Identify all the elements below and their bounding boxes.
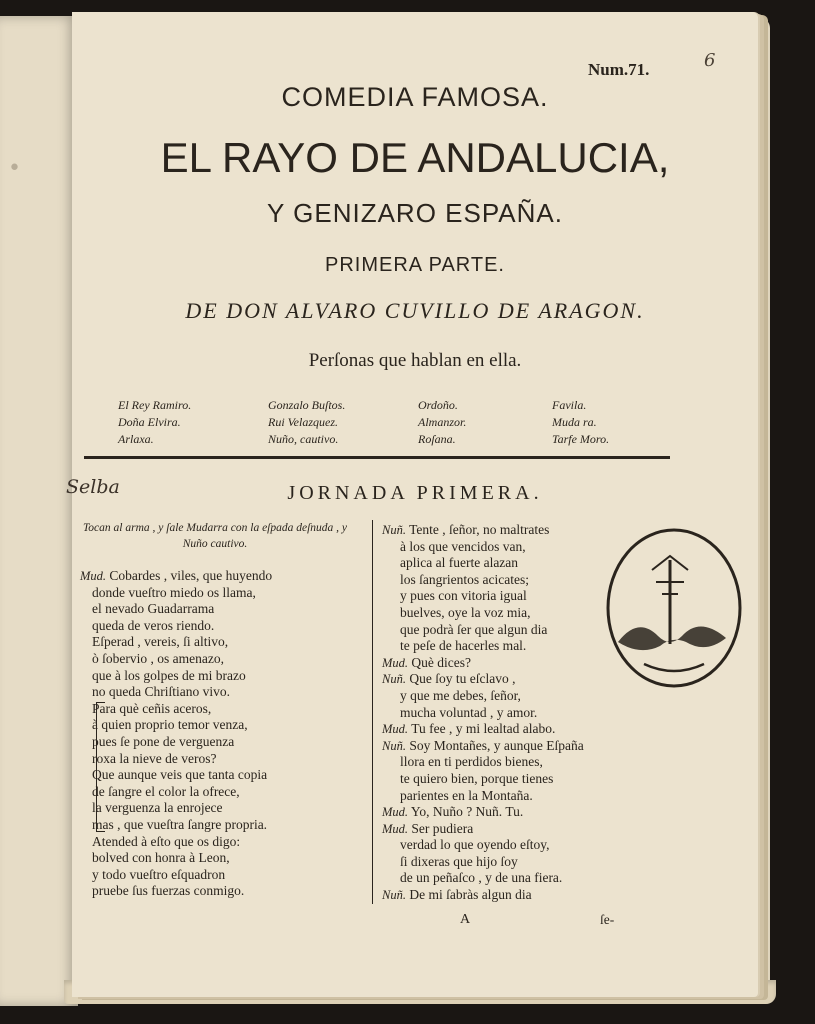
title-comedia-famosa: COMEDIA FAMOSA. [281, 82, 549, 112]
act-heading: JORNADA PRIMERA. [287, 482, 543, 504]
title-divider-rule [84, 456, 670, 459]
verse-text: parientes en la Montaña. [400, 787, 533, 803]
verse-text: pruebe ſus fuerzas conmigo. [92, 883, 245, 899]
verse-text: y todo vueſtro eſquadron [92, 866, 226, 882]
cast-column-4 [552, 397, 609, 448]
verse-text: Ser pudiera [411, 820, 474, 836]
verse-text: te peſe de hacerles mal. [400, 638, 527, 654]
verse-line [80, 784, 272, 801]
verse-text: te quiero bien, porque tienes [400, 770, 554, 786]
verse-text: verdad lo que oyendo eſtoy, [400, 837, 550, 853]
facing-page-edge [0, 16, 78, 1006]
cast-entry: Rui Velazquez. [268, 415, 338, 429]
verse-text: Què dices? [411, 654, 472, 670]
verse-text: de ſangre el color la ofrece, [92, 783, 240, 799]
verse-line [80, 850, 272, 867]
verse-line [382, 821, 584, 838]
verse-line [382, 605, 584, 622]
verse-line [80, 751, 272, 768]
verse-text: Soy Montañes, y aunque Eſpaña [409, 737, 584, 753]
author-line: DE DON ALVARO CUVILLO DE ARAGON. [185, 298, 645, 323]
verse-column-left [80, 568, 272, 900]
speaker-label: Mud. [382, 821, 409, 836]
speaker-label: Mud. [382, 722, 409, 737]
stage-direction: Tocan al arma , y ſale Mudarra con la eſpada deſnuda , y Nuño cautivo. [82, 522, 348, 550]
verse-line [80, 601, 272, 618]
verse-text: mucha voluntad , y amor. [400, 704, 538, 720]
cast-entry: Favila. [552, 398, 587, 412]
verse-line [80, 800, 272, 817]
verse-line [80, 651, 272, 668]
cast-entry: Doña Elvira. [118, 415, 181, 429]
verse-column-right [382, 522, 584, 904]
handwritten-margin-note: Selba [66, 476, 120, 498]
verse-line [382, 622, 584, 639]
verse-line [382, 638, 584, 655]
cast-entry: Ordoño. [418, 398, 458, 412]
verse-line [382, 688, 584, 705]
cast-entry: Roſana. [418, 432, 456, 446]
verse-line [80, 883, 272, 900]
verse-line [382, 738, 584, 755]
bleed-through-mark: • [8, 156, 21, 181]
cast-entry: Arlaxa. [118, 432, 154, 446]
cast-entry: Muda ra. [552, 415, 597, 429]
verse-line [382, 804, 584, 821]
verse-line [80, 634, 272, 651]
verse-text: ſi dixeras que hijo ſoy [400, 853, 518, 869]
verse-line [382, 788, 584, 805]
verse-text: Cobardes , viles, que huyendo [109, 568, 273, 583]
verse-line [80, 867, 272, 884]
speaker-label: Mud. [80, 569, 107, 583]
verse-line [80, 834, 272, 851]
speaker-label: Nuñ. [382, 672, 406, 687]
part-label: PRIMERA PARTE. [325, 254, 505, 276]
verse-text: Eſperad , vereis, ſi altivo, [92, 634, 229, 650]
verse-line [80, 585, 272, 602]
verse-text: la verguenza la enrojece [92, 800, 223, 816]
verse-line [382, 837, 584, 854]
comedy-number: Num.71. [588, 60, 650, 79]
cast-entry: Nuño, cautivo. [268, 432, 339, 446]
verse-text: pues ſe pone de verguenza [92, 733, 235, 749]
speaker-label: Nuñ. [382, 738, 406, 753]
dramatis-personae-heading: Perſonas que hablan en ella. [308, 350, 522, 371]
verse-text: à los que vencidos van, [400, 538, 526, 554]
verse-line [382, 887, 584, 904]
verse-line [80, 618, 272, 635]
verse-line [382, 539, 584, 556]
verse-text: queda de veros riendo. [92, 617, 215, 633]
verse-line [80, 568, 272, 585]
verse-line [80, 734, 272, 751]
document-page [66, 12, 758, 997]
column-divider [372, 520, 373, 904]
verse-text: Atended à eſto que os digo: [92, 833, 241, 849]
verse-text: Para què ceñis aceros, [92, 700, 212, 716]
verse-text: y que me debes, ſeñor, [400, 687, 521, 703]
verse-line [80, 684, 272, 701]
verse-text: no queda Chriſtiano vivo. [92, 684, 230, 700]
subtitle: Y GENIZARO ESPAÑA. [267, 198, 563, 228]
cast-column-2 [268, 397, 345, 448]
speaker-label: Mud. [382, 655, 409, 670]
verse-line [382, 705, 584, 722]
cast-entry: Tarfe Moro. [552, 432, 610, 446]
verse-text: aplica al fuerte alazan [400, 555, 519, 571]
verse-text: roxa la nieve de veros? [92, 750, 217, 766]
verse-line [382, 721, 584, 738]
signature-mark: A [460, 912, 471, 927]
verse-text: y pues con vitoria igual [400, 588, 527, 604]
verse-line [382, 854, 584, 871]
verse-text: De mi ſabràs algun dia [409, 887, 532, 903]
verse-line [80, 817, 272, 834]
verse-line [382, 572, 584, 589]
verse-text: que podrà ſer que algun dia [400, 621, 548, 637]
verse-text: Que ſoy tu eſclavo , [409, 671, 516, 687]
verse-line [382, 870, 584, 887]
verse-line [382, 522, 584, 539]
verse-text: donde vueſtro miedo os llama, [92, 584, 256, 600]
verse-text: buelves, oye la voz mia, [400, 604, 531, 620]
verse-text: de un peñaſco , y de una fiera. [400, 870, 563, 886]
handwritten-leaf-number: 6 [704, 50, 716, 71]
verse-line [382, 754, 584, 771]
verse-text: ò ſobervio , os amenazo, [92, 650, 224, 666]
verse-text: bolved con honra à Leon, [92, 850, 230, 866]
speaker-label: Nuñ. [382, 523, 406, 537]
verse-text: el nevado Guadarrama [92, 601, 215, 617]
verse-line [80, 668, 272, 685]
verse-text: Tu fee , y mi lealtad alabo. [411, 721, 556, 737]
speaker-label: Nuñ. [382, 888, 406, 903]
verse-line [80, 767, 272, 784]
verse-line [80, 717, 272, 734]
verse-text: à quien proprio temor venza, [92, 717, 248, 733]
cast-column-3 [418, 397, 466, 448]
verse-text: llora en ti perdidos bienes, [400, 754, 543, 770]
cast-entry: Almanzor. [418, 415, 467, 429]
verse-text: los ſangrientos acicates; [400, 571, 529, 587]
verse-line [382, 771, 584, 788]
verse-text: Tente , ſeñor, no maltrates [409, 522, 550, 537]
verse-text: que à los golpes de mi brazo [92, 667, 246, 683]
verse-line [382, 671, 584, 688]
verse-line [382, 555, 584, 572]
verse-line [382, 655, 584, 672]
library-stamp-icon [604, 524, 744, 692]
verse-text: Yo, Nuño ? Nuñ. Tu. [410, 804, 524, 820]
main-title: EL RAYO DE ANDALUCIA, [160, 134, 670, 181]
verse-text: mas , que vueſtra ſangre propria. [92, 816, 268, 832]
verse-line [382, 588, 584, 605]
cast-entry: Gonzalo Buſtos. [268, 398, 346, 412]
verse-line [80, 701, 272, 718]
cast-entry: El Rey Ramiro. [118, 398, 192, 412]
cast-column-1 [118, 397, 191, 448]
speaker-label: Mud. [382, 805, 409, 820]
catchword: ſe- [600, 912, 615, 927]
verse-text: Que aunque veis que tanta copia [92, 767, 268, 783]
